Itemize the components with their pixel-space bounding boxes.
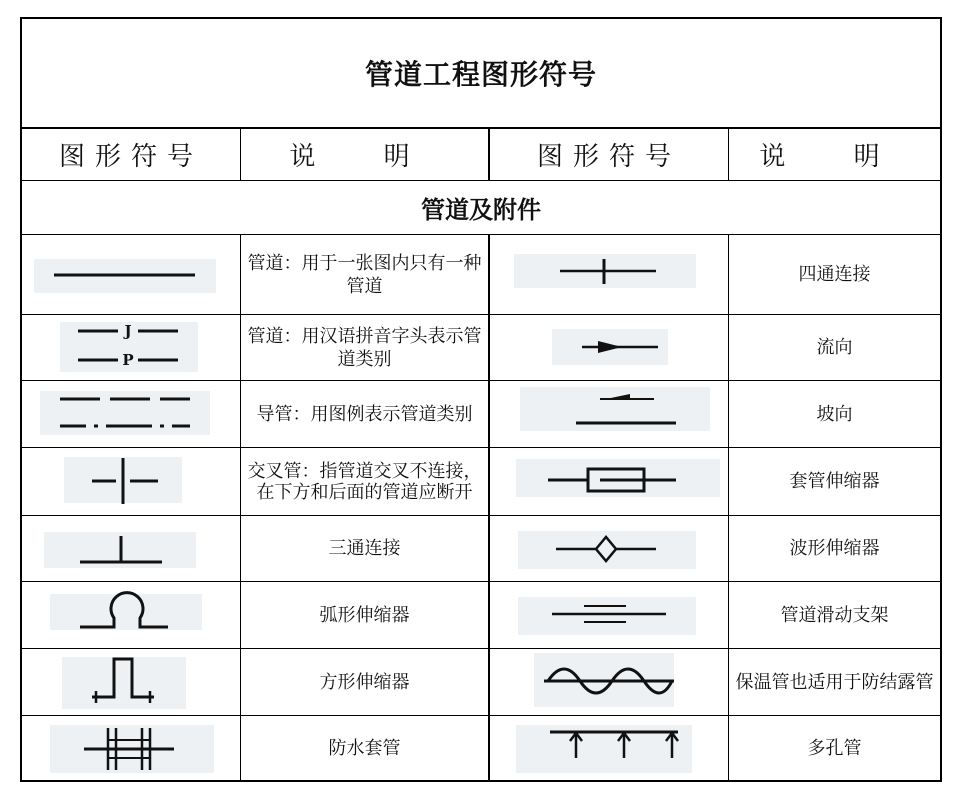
header-description-left: 说 明 (289, 141, 440, 172)
single-pipe-line-icon (22, 235, 240, 314)
left-desc-row-5: 三通连接 (328, 538, 401, 559)
tee-connection-icon (22, 516, 240, 581)
right-desc-row-7: 保温管也适用于防结露管 (735, 671, 934, 693)
left-desc-row-2: 管道：用汉语拼音字头表示管道类别 (247, 325, 482, 370)
left-desc-row-6: 弧形伸缩器 (319, 604, 410, 626)
right-desc-row-1: 四通连接 (798, 264, 871, 285)
right-desc-row-8: 多孔管 (807, 737, 862, 759)
crossing-pipe-icon (22, 448, 240, 515)
bellows-expansion-joint-icon (490, 516, 728, 581)
right-desc-row-5: 波形伸缩器 (789, 538, 880, 559)
left-desc-row-3: 导管：用图例表示管道类别 (256, 403, 473, 425)
pipe-symbol-table (20, 17, 942, 782)
left-desc-row-1: 管道：用于一张图内只有一种管道 (247, 252, 482, 297)
right-desc-row-4: 套管伸缩器 (789, 471, 880, 492)
dashed-pipe-lines-icon (22, 381, 240, 447)
header-description-right: 说 明 (759, 141, 910, 172)
letter-p-label: P (122, 351, 134, 369)
section-title: 管道及附件 (421, 195, 541, 224)
perforated-pipe-icon (490, 716, 728, 780)
header-symbol-right: 图形符号 (536, 141, 681, 172)
header-symbol-left: 图形符号 (58, 141, 203, 172)
table-title: 管道工程图形符号 (364, 58, 597, 91)
sliding-support-icon (490, 582, 728, 648)
sleeve-expansion-joint-icon (490, 448, 728, 515)
flow-direction-arrow-icon (490, 315, 728, 380)
four-way-connection-icon (490, 235, 728, 314)
right-desc-row-2: 流向 (816, 337, 853, 358)
left-desc-row-4: 交叉管：指管道交叉不连接，在下方和后面的管道应断开 (247, 460, 482, 503)
insulated-pipe-icon (490, 649, 728, 715)
right-desc-row-6: 管道滑动支架 (780, 604, 889, 626)
letter-j-label: J (124, 322, 132, 340)
left-desc-row-7: 方形伸缩器 (319, 671, 410, 693)
arc-expansion-joint-icon (22, 582, 240, 648)
right-desc-row-3: 坡向 (816, 403, 853, 425)
square-expansion-joint-icon (22, 649, 240, 715)
slope-direction-icon (490, 381, 728, 447)
left-desc-row-8: 防水套管 (328, 737, 401, 759)
waterproof-sleeve-icon (22, 716, 240, 780)
